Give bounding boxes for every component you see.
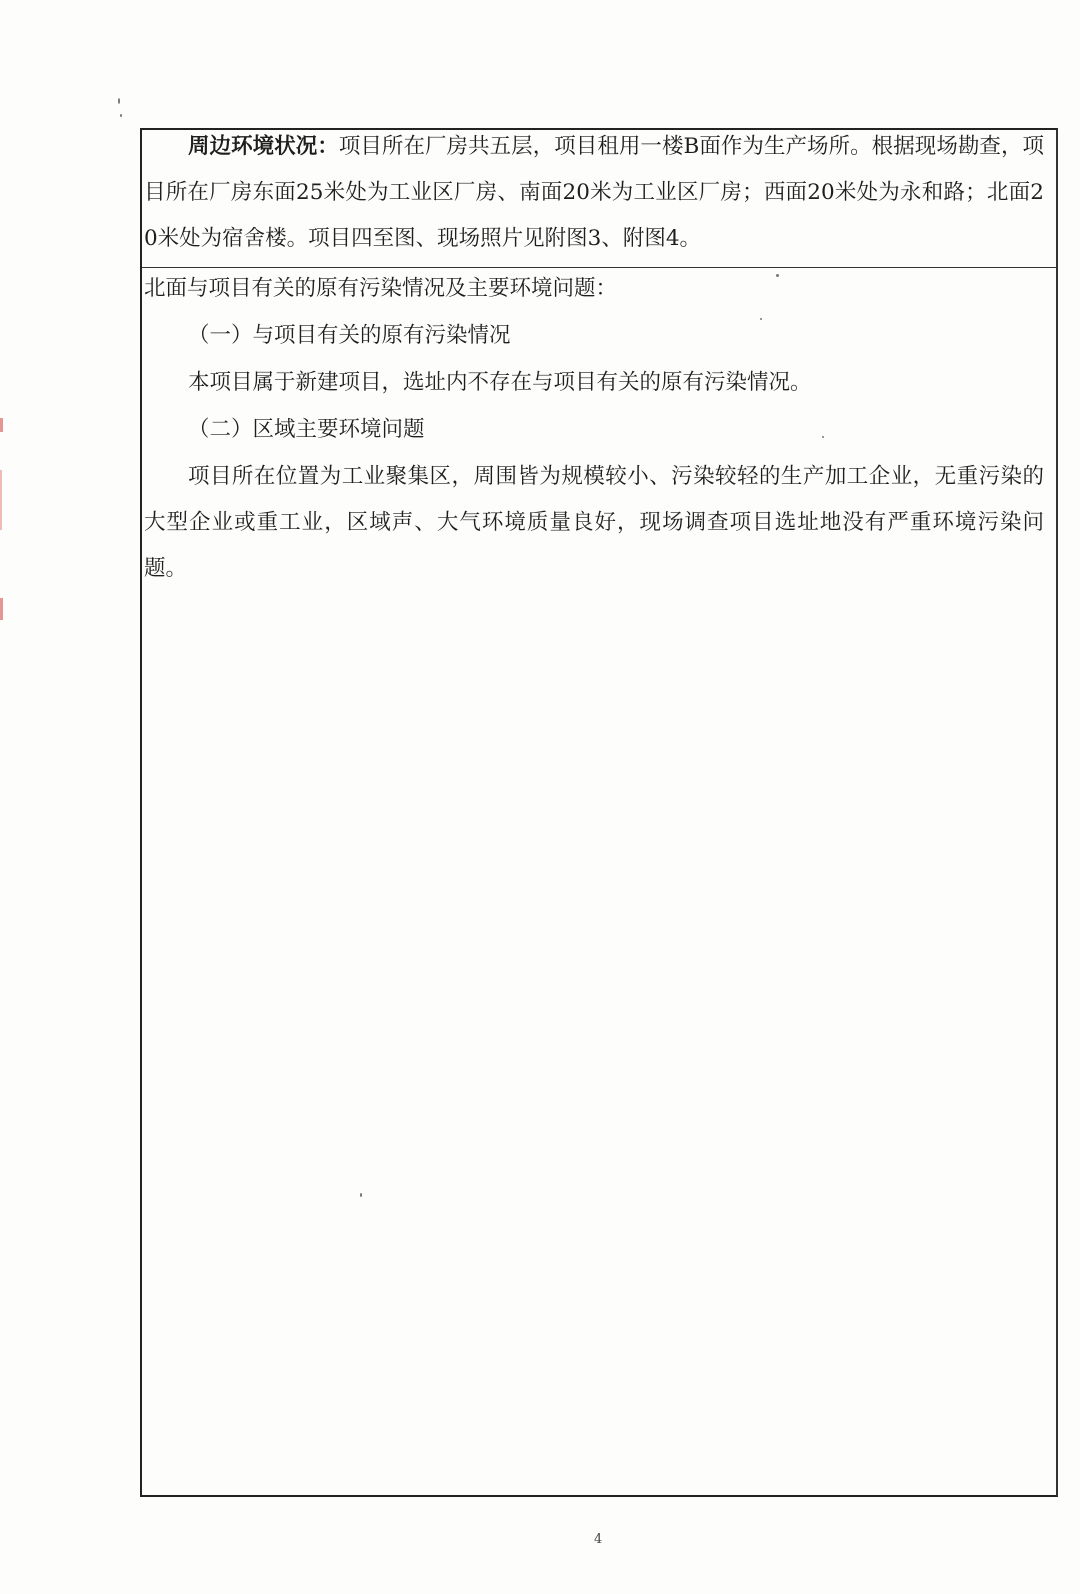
surrounding-environment-body: 项目所在厂房共五层，项目租用一楼B面作为生产场所。根据现场勘查，项目所在厂房东面25米处为工业区厂房、南面20米为工业区厂房；西面20米处为永和路；北面20米处为宿舍楼。项目四至图、现场照片见附图3、附图4。 (144, 134, 1044, 251)
stamp-bleed-mark (0, 418, 3, 432)
existing-pollution-heading: 北面与项目有关的原有污染情况及主要环境问题： (144, 276, 618, 301)
subsection-2-title: （二）区域主要环境问题 (188, 417, 425, 442)
page-number: 4 (594, 1532, 603, 1547)
surrounding-environment-heading: 周边环境状况： (188, 134, 339, 159)
stamp-bleed-mark (0, 598, 3, 620)
surrounding-environment-paragraph (142, 124, 1056, 262)
subsection-1-body: 本项目属于新建项目，选址内不存在与项目有关的原有污染情况。 (188, 370, 812, 395)
stamp-bleed-mark (0, 470, 2, 530)
subsection-1-title: （一）与项目有关的原有污染情况 (188, 323, 511, 348)
subsection-2-body: 项目所在位置为工业聚集区，周围皆为规模较小、污染较轻的生产加工企业，无重污染的大型企业或重工业，区域声、大气环境质量良好，现场调查项目选址地没有严重环境污染问题。 (144, 464, 1044, 581)
document-table (140, 128, 1058, 1497)
